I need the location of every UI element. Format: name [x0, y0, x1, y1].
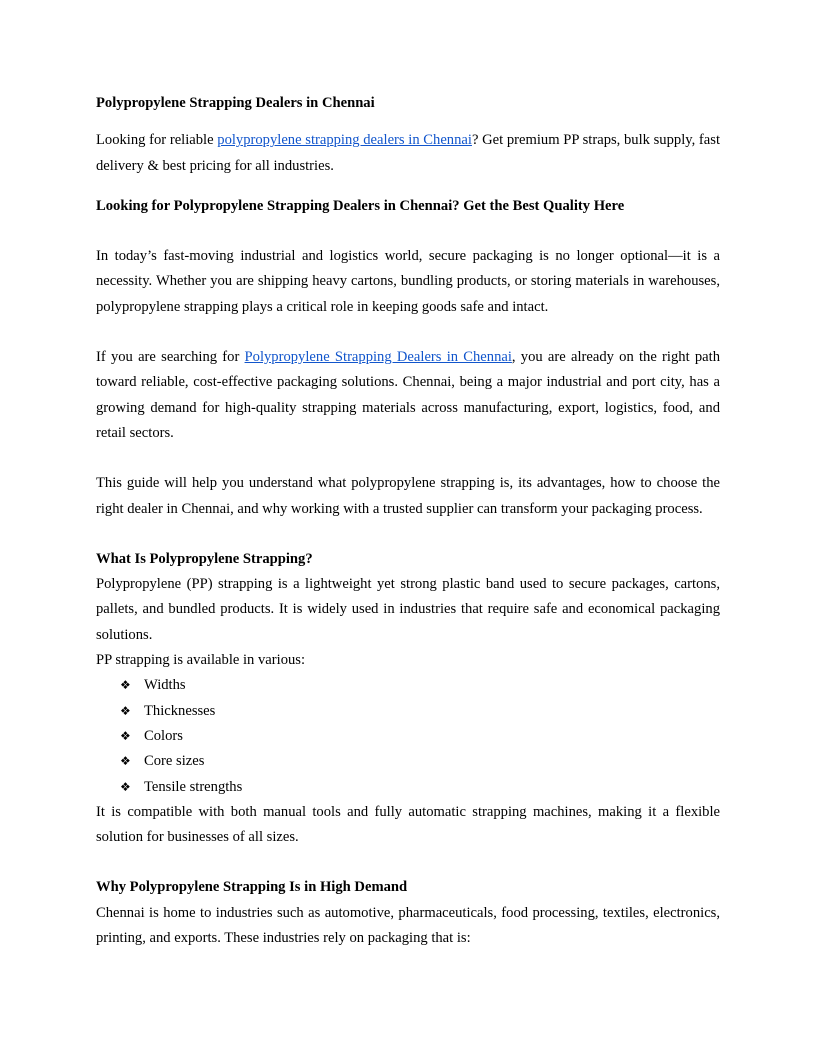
diamond-bullet-icon: ❖ [120, 678, 131, 693]
list-item: ❖ Core sizes [120, 749, 720, 774]
subtitle-heading: Looking for Polypropylene Strapping Dealers in Chennai? Get the Best Quality Here [96, 197, 625, 214]
list-item: ❖ Widths [120, 673, 720, 698]
paragraph-1: In today’s fast-moving industrial and logistics world, secure packaging is no longer optional—it is a necessity. Whether you are shipping heavy cartons, bundling products, or storing materials in warehouses, polypropylene strapping plays a critical role in keeping goods safe and intact. [96, 248, 720, 315]
list-item: ❖ Thicknesses [120, 699, 720, 724]
diamond-bullet-icon: ❖ [120, 779, 131, 794]
intro-text-before: Looking for reliable [96, 132, 218, 149]
document-page [96, 91, 720, 951]
para2-link[interactable]: Polypropylene Strapping Dealers in Chennai [244, 349, 512, 366]
section1-list-intro: PP strapping is available in various: [96, 652, 306, 669]
diamond-bullet-icon: ❖ [120, 754, 131, 769]
list-item: ❖ Colors [120, 724, 720, 749]
diamond-bullet-icon: ❖ [120, 728, 131, 743]
section1-heading: What Is Polypropylene Strapping? [96, 550, 313, 567]
intro-text-after: ? Get premium PP straps, bulk supply, fast delivery & best pricing for all industries. [96, 132, 721, 174]
strapping-options-list [96, 673, 720, 799]
list-item: ❖ Tensile strengths [120, 775, 720, 800]
paragraph-3: This guide will help you understand what polypropylene strapping is, its advantages, how to choose the right dealer in Chennai, and why working with a trusted supplier can transform your packaging process. [96, 475, 720, 517]
section1-closing: It is compatible with both manual tools and fully automatic strapping machines, making it a flexible solution for businesses of all sizes. [96, 803, 720, 846]
document-title: Polypropylene Strapping Dealers in Chennai [96, 95, 375, 111]
section2-heading: Why Polypropylene Strapping Is in High Demand [96, 879, 408, 896]
paragraph-2 [96, 345, 720, 446]
intro-link[interactable]: polypropylene strapping dealers in Chennai [217, 132, 472, 149]
intro-paragraph [96, 128, 720, 179]
section2-body: Chennai is home to industries such as automotive, pharmaceuticals, food processing, textiles, electronics, printing, and exports. These industries rely on packaging that is: [96, 904, 720, 947]
diamond-bullet-icon: ❖ [120, 703, 131, 718]
section1-body: Polypropylene (PP) strapping is a lightweight yet strong plastic band used to secure packages, cartons, pallets, and bundled products. It is widely used in industries that require safe and economical packaging solutions. [96, 576, 720, 643]
para2-text-after: , you are already on the right path toward reliable, cost-effective packaging solutions. Chennai, being a major industrial and port city, has a growing demand for high-quality strapping materials across manufacturing, export, logistics, food, and retail sectors. [96, 349, 720, 441]
para2-text-before: If you are searching for [96, 349, 245, 366]
